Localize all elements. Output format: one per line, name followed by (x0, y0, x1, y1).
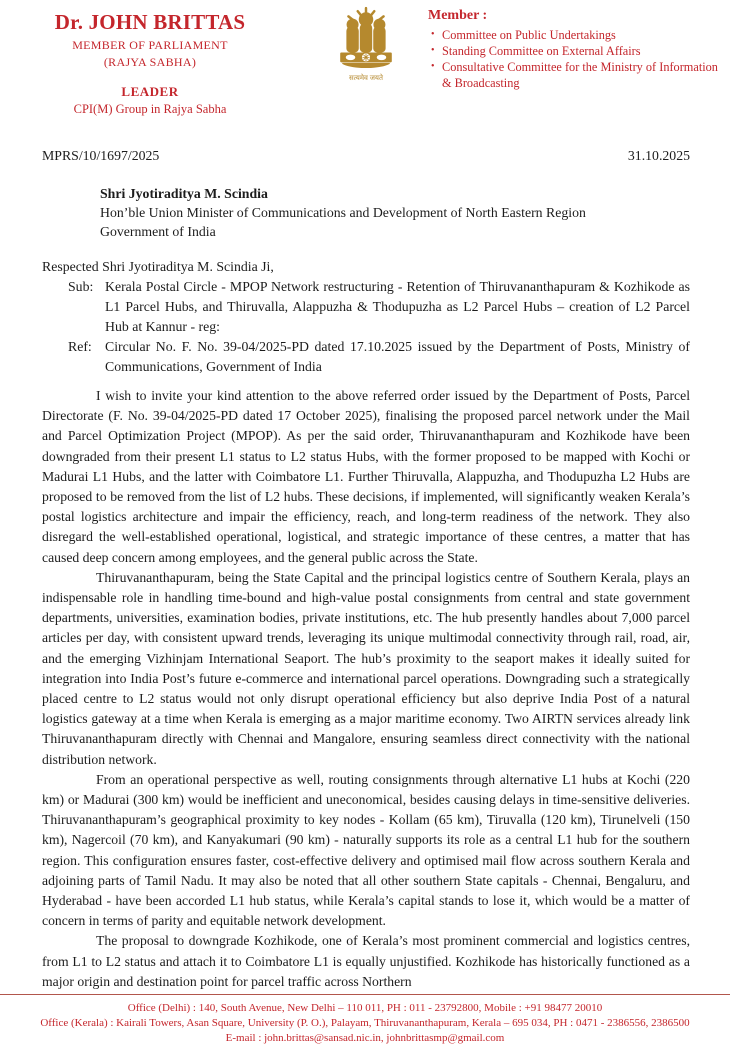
addressee-title: Hon’ble Union Minister of Communications and Development of North Eastern Region (100, 205, 586, 220)
leader-group: CPI(M) Group in Rajya Sabha (73, 102, 227, 116)
membership-item: • Standing Committee on External Affairs (428, 43, 718, 59)
emblem-motto: सत्यमेव जयते (349, 74, 383, 82)
footer-office-delhi: Office (Delhi) : 140, South Avenue, New Delhi – 110 011, PH : 011 - 23792800, Mobile : +91 98477 20010 (127, 1002, 603, 1014)
salutation: Respected Shri Jyotiraditya M. Scindia Ji, (42, 259, 274, 274)
member-label: Member : (428, 8, 488, 23)
sender-house: (RAJYA SABHA) (103, 55, 197, 69)
body-paragraph: I wish to invite your kind attention to the above referred order issued by the Department of Posts, Parcel Directorate (F. No. 39-04/2025-PD dated 17 October 2025), finalising the proposed parcel network under the Mail and Parcel Optimization Project (MPOP). As per the said order, Thiruvananthapuram and Kozhikode have been downgraded from their present L1 status to L2 status Hubs, with the former proposed to be mapped with Kochi or Madurai L1 Hubs, and the latter with Coimbatore L1. Further Thiruvalla, Alappuzha, and Thodupuzha L2 Hubs are proposed to be removed from the list of L2 hubs. These decisions, if implemented, will significantly weaken Kerala’s postal logistics architecture and impair the efficiency, reach, and long-term readiness of the network. They also disregard the well-established operational, logistical, and strategic importance of these centres, a matter that has caused deep concern among employees, and the general public across the State. (42, 388, 690, 565)
membership-item: • Committee on Public Undertakings (428, 27, 718, 43)
footer-office-kerala: Office (Kerala) : Kairali Towers, Asan Square, University (P. O.), Palayam, Thiruvananthapuram, Kerala – 695 034, PH : 0471 - 2386556, 2386500 (40, 1017, 690, 1029)
body-paragraph: Thiruvananthapuram, being the State Capital and the principal logistics centre of Southern Kerala, plays an indispensable role in handling time-bound and high-value postal consignments from central and state government departments, universities, examination bodies, private institutions, etc. The hub presently handles about 7,000 parcel articles per day, with consistent upward trends, leveraging its unique multimodal connectivity through rail, road, air, and the emerging Vizhinjam International Seaport. The hub’s proximity to the seaport makes it ideally suited for integration into India Post’s future e-commerce and international parcel operations. Downgrading such a strategically placed centre to L2 status would not only disrupt operational efficiency but also deprive India Post of a natural logistics gateway at a time when Kerala is emerging as a major maritime economy. Two AIRTN services already link Thiruvananthapuram directly with Chennai and Mangalore, ensuring seamless direct connectivity with the national distribution network. (42, 569, 690, 767)
ref-number: MPRS/10/1697/2025 (42, 148, 160, 163)
reference-text: Circular No. F. No. 39-04/2025-PD dated 17.10.2025 issued by the Department of Posts, Ministry of Communications, Government of India (105, 339, 690, 374)
reference-line (42, 148, 690, 164)
letterhead (0, 0, 730, 132)
sender-role: MEMBER OF PARLIAMENT (72, 38, 228, 52)
national-emblem-icon (335, 4, 397, 68)
sender-name: Dr. JOHN BRITTAS (54, 10, 246, 34)
reference-row (68, 337, 690, 377)
sender-block (28, 10, 272, 117)
body-paragraph: The proposal to downgrade Kozhikode, one of Kerala’s most prominent commercial and logistics centres, from L1 to L2 status and attach it to Coimbatore L1 is equally unjustified. Kozhikode has historically functioned as a major origin and destination point for parcel traffic across Northern (42, 933, 690, 989)
letterhead-footer (0, 994, 730, 1055)
footer-email: E-mail : john.brittas@sansad.nic.in, johnbrittasmp@gmail.com (225, 1032, 505, 1044)
letter-body (42, 386, 690, 992)
subject-label: Sub: (68, 279, 94, 294)
body-paragraph: From an operational perspective as well, routing consignments through alternative L1 hubs at Kochi (220 km) or Madurai (300 km) would be inefficient and uneconomical, besides causing delays in time-sensitive deliveries. Thiruvananthapuram’s geographical proximity to key nodes - Kollam (65 km), Tiruvalla (120 km), Tirunelveli (150 km), Nagercoil (70 km), and Kanyakumari (90 km) - naturally supports its role as a central L1 hub for the southern region. This configuration ensures faster, cost-effective delivery and optimised mail flow across southern Kerala and adjoining parts of Tamil Nadu. It may also be noted that all other southern State capitals - Chennai, Bengaluru, and Hyderabad - have been accorded L1 hub status, while Kerala’s capital stands to lose it, which would be a matter of concern in terms of parity and equitable network development. (42, 771, 690, 929)
subject-text: Kerala Postal Circle - MPOP Network restructuring - Retention of Thiruvananthapuram & Kozhikode as L1 Parcel Hubs, and Thiruvalla, Alappuzha & Thodupuzha as L2 Parcel Hubs – creation of L2 Parcel Hub at Kannur - reg: (105, 279, 690, 334)
memberships-block (428, 8, 718, 91)
subject-row (68, 277, 690, 337)
membership-item: • Consultative Committee for the Ministry of Information & Broadcasting (428, 59, 718, 91)
addressee-name: Shri Jyotiraditya M. Scindia (100, 186, 268, 201)
addressee-block (100, 184, 690, 241)
reference-label: Ref: (68, 339, 92, 354)
national-emblem (330, 4, 402, 83)
membership-list (428, 27, 718, 91)
subject-reference-block (68, 277, 690, 377)
leader-label: LEADER (121, 84, 179, 99)
letter-date: 31.10.2025 (627, 148, 690, 163)
addressee-org: Government of India (100, 224, 216, 239)
